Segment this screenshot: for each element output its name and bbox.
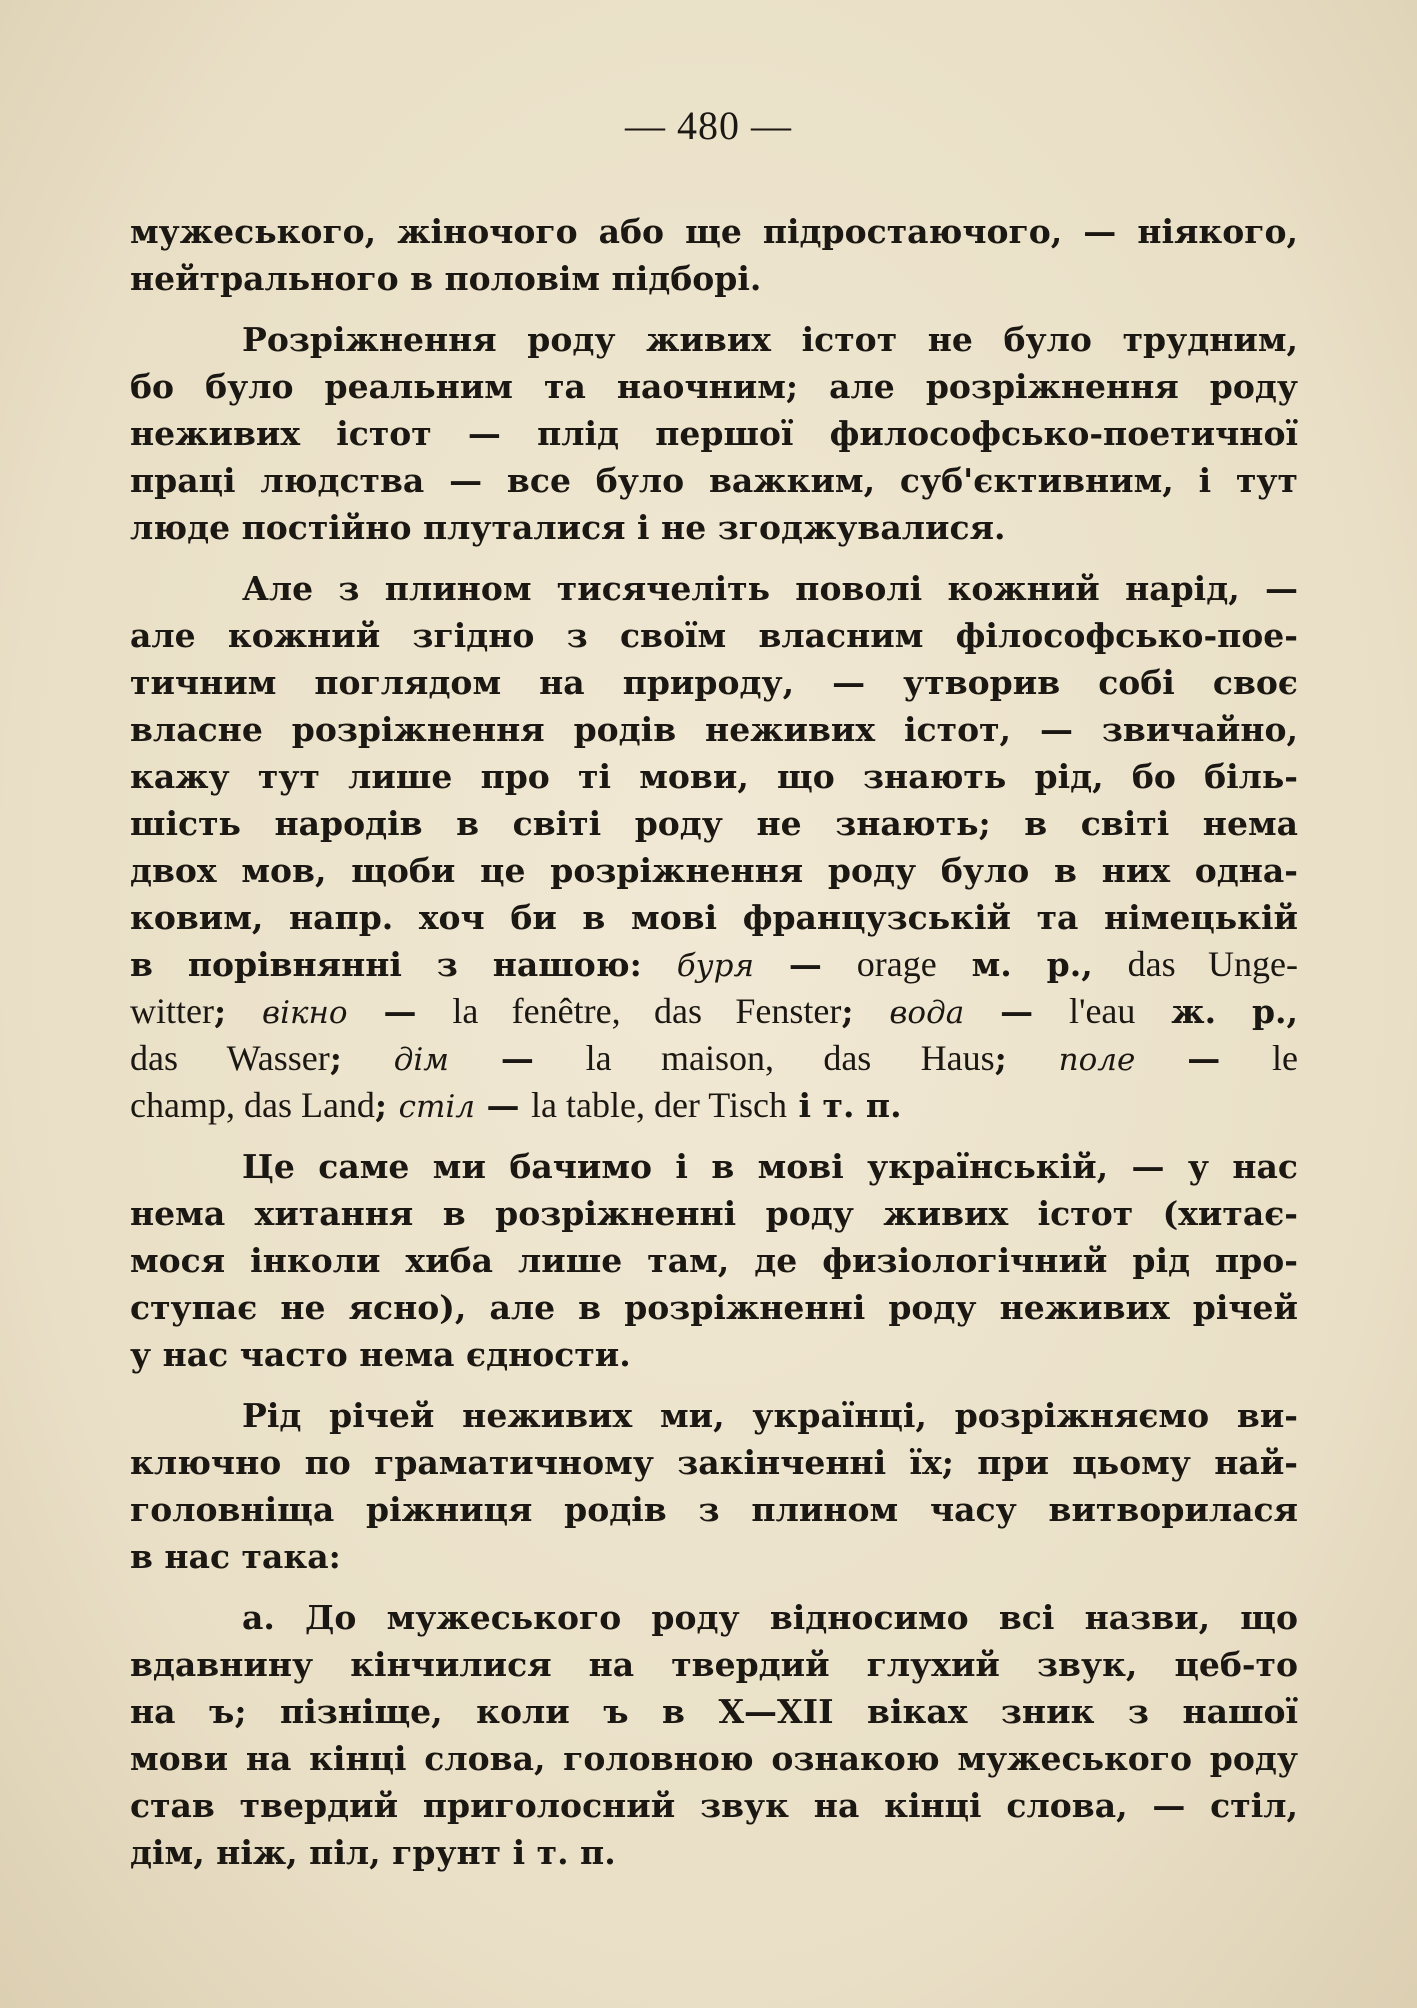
text-line: ковим, напр. хоч би в мові французській та німецькій [130, 898, 1298, 937]
text-line: власне розріжнення родів неживих істот, — звичайно, [130, 710, 1298, 749]
example-word: вікно [262, 995, 348, 1031]
text-segment: і т. п. [786, 1086, 902, 1125]
text-line: на ъ; пізніще, коли ъ в X—XII віках зник з нашої [130, 1692, 1298, 1731]
text-line: ключно по граматичному закінченні їх; при цьому най- [130, 1443, 1298, 1482]
text-line-mixed [130, 941, 1298, 988]
text-line: а. До мужеського роду відносимо всі назви, що [242, 1598, 1298, 1637]
example-word: вода [889, 995, 965, 1031]
text-segment: — [753, 945, 857, 984]
text-line: мужеського, жіночого або ще підростаючого, — ніякого, [130, 212, 1298, 251]
text-line-mixed [130, 1035, 1298, 1082]
example-word: поле [1058, 1042, 1136, 1078]
text-segment: — [1135, 1039, 1273, 1078]
text-segment: ж. р., [1135, 992, 1298, 1031]
text-line: ступає не ясно), але в розріжненні роду неживих річей [130, 1288, 1298, 1327]
text-line: в нас така: [130, 1537, 341, 1576]
paragraph [130, 208, 1298, 302]
text-line: праці людства — все було важким, суб'єктивним, і тут [130, 461, 1298, 500]
example-word: стіл [398, 1089, 476, 1125]
foreign-word: l'eau [1068, 991, 1136, 1031]
text-line: мося інколи хиба лише там, де физіологічний рід про- [130, 1241, 1298, 1280]
paragraph [130, 565, 1298, 1129]
text-line-mixed [130, 988, 1298, 1035]
foreign-word: champ, das Land [130, 1085, 375, 1125]
foreign-word: das Wasser [130, 1038, 330, 1078]
text-segment: ; [841, 992, 890, 1031]
text-line: Але з плином тисячеліть поволі кожний нарід, — [242, 569, 1298, 608]
foreign-word: orage [856, 944, 937, 984]
paragraph [130, 1392, 1298, 1580]
text-line: у нас часто нема єдности. [130, 1335, 631, 1374]
example-word: буря [676, 948, 754, 984]
text-segment: ; [213, 992, 263, 1031]
text-line: неживих істот — плід першої философсько-поетичної [130, 414, 1298, 453]
text-line: дім, ніж, піл, грунт і т. п. [130, 1833, 616, 1872]
page-number: — 480 — [625, 103, 792, 148]
text-line: люде постійно плуталися і не згоджувалися. [130, 508, 1006, 547]
text-line: кажу тут лише про ті мови, що знають рід, бо біль- [130, 757, 1298, 796]
text-segment: ; [994, 1039, 1059, 1078]
text-line: вдавнину кінчилися на твердий глухий звук, цеб-то [130, 1645, 1298, 1684]
foreign-word: le [1272, 1038, 1299, 1078]
text-segment: — [475, 1086, 531, 1125]
text-line: Рід річей неживих ми, українці, розріжняємо ви- [242, 1396, 1298, 1435]
foreign-word: das Unge- [1127, 944, 1299, 984]
text-segment: ; [374, 1086, 399, 1125]
text-line-mixed [130, 1082, 1298, 1129]
text-line: Це саме ми бачимо і в мові українській, — у нас [242, 1147, 1298, 1186]
page-text [130, 208, 1298, 1876]
paragraph [130, 316, 1298, 551]
example-word: дім [393, 1042, 450, 1078]
text-line: двох мов, щоби це розріжнення роду було в них одна- [130, 851, 1298, 890]
text-line: став твердий приголосний звук на кінці слова, — стіл, [130, 1786, 1298, 1825]
text-line: нема хитання в розріжненні роду живих істот (хитає- [130, 1194, 1298, 1233]
foreign-word: la maison, das Haus [585, 1038, 995, 1078]
text-line: мови на кінці слова, головною ознакою мужеського роду [130, 1739, 1298, 1778]
text-line: але кожний згідно з своїм власним філософсько-пое- [130, 616, 1298, 655]
text-segment: м. р., [936, 945, 1128, 984]
foreign-word: witter [130, 991, 214, 1031]
text-line: бо було реальним та наочним; але розріжнення роду [130, 367, 1298, 406]
text-line: тичним поглядом на природу, — утворив собі своє [130, 663, 1298, 702]
foreign-word: la fenêtre, das Fenster [452, 991, 842, 1031]
text-segment: — [449, 1039, 586, 1078]
paragraph [130, 1143, 1298, 1378]
text-line: нейтрального в половім підборі. [130, 259, 762, 298]
paragraph [130, 1594, 1298, 1876]
text-segment: — [347, 992, 453, 1031]
text-line: головніща ріжниця родів з плином часу витворилася [130, 1490, 1298, 1529]
text-segment: в порівнянні з нашою: [130, 945, 677, 984]
text-line: Розріжнення роду живих істот не було трудним, [242, 320, 1298, 359]
text-segment: — [964, 992, 1069, 1031]
text-segment: ; [329, 1039, 394, 1078]
foreign-word: la table, der Tisch [531, 1085, 787, 1125]
text-line: шість народів в світі роду не знають; в світі нема [130, 804, 1298, 843]
